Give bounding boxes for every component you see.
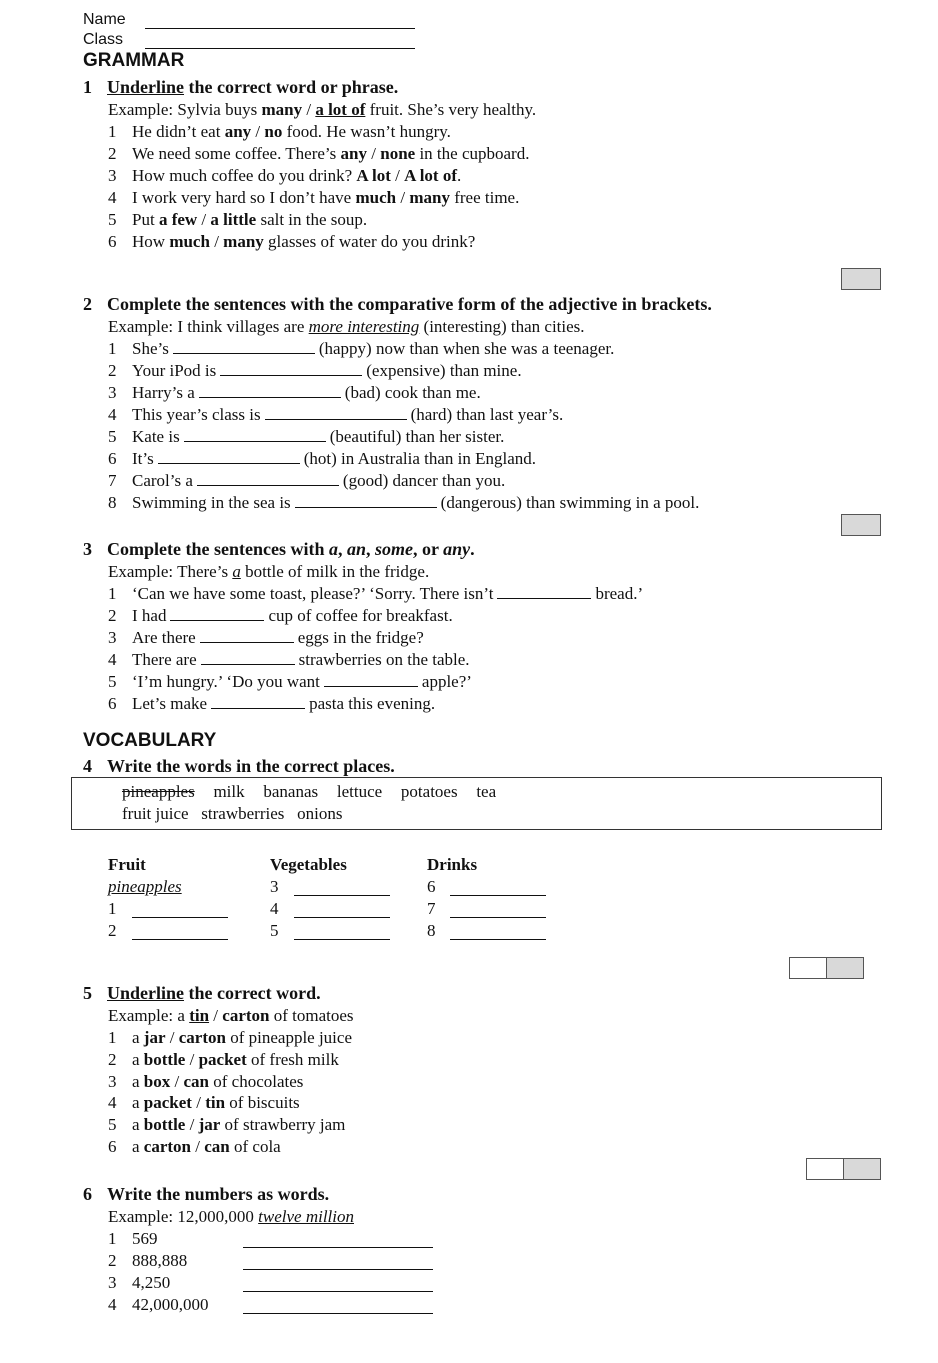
choice-b[interactable]: many: [223, 232, 264, 251]
list-item: 3 a box / can of chocolates: [108, 1071, 304, 1091]
answer-blank[interactable]: [265, 405, 407, 420]
choice-a[interactable]: bottle: [143, 1115, 186, 1135]
choice-b[interactable]: no: [264, 122, 283, 141]
fruit-example: pineapples: [108, 877, 182, 896]
choice-a[interactable]: much: [169, 232, 210, 251]
list-item: 5 a bottle / jar of strawberry jam: [108, 1115, 346, 1135]
list-item: 6 Let’s make pasta this evening.: [108, 694, 436, 713]
veg-num-4: 4: [270, 899, 279, 918]
veg-num-5: 5: [270, 921, 279, 940]
score-box-q4: [826, 957, 864, 979]
list-item: 5 Put a few / a little salt in the soup.: [108, 210, 368, 229]
choice-a[interactable]: a few: [158, 210, 198, 229]
choice-b[interactable]: none: [380, 144, 416, 163]
class-label: Class: [83, 31, 124, 48]
answer-blank[interactable]: [497, 584, 591, 599]
q5-title: 5 Underline the correct word.: [83, 983, 321, 1003]
drink-num-8: 8: [427, 921, 436, 940]
list-item: 3 Harry’s a (bad) cook than me.: [108, 383, 481, 402]
choice-a[interactable]: any: [224, 122, 252, 141]
answer-blank[interactable]: [243, 1247, 433, 1248]
answer-blank[interactable]: [324, 672, 418, 687]
q4-title: 4 Write the words in the correct places.: [83, 756, 395, 776]
word-box-line-1: pineapples milk bananas lettuce potatoes tea: [122, 782, 497, 801]
answer-blank[interactable]: [199, 383, 341, 398]
q1-title: 1 Underline the correct word or phrase.: [83, 77, 399, 97]
drink-num-7: 7: [427, 899, 436, 918]
answer-blank[interactable]: [243, 1291, 433, 1292]
answer-blank[interactable]: [197, 471, 339, 486]
choice-b[interactable]: a little: [210, 210, 257, 229]
list-item: 2 We need some coffee. There’s any / none in the cupboard.: [108, 144, 530, 163]
q5-example: Example: a tin / carton of tomatoes: [108, 1006, 354, 1025]
fruit-num-1: 1: [108, 899, 117, 918]
choice-a[interactable]: box: [143, 1071, 171, 1091]
list-item: 3 4,250: [108, 1273, 171, 1292]
name-label: Name: [83, 11, 126, 28]
choice-b[interactable]: jar: [198, 1115, 221, 1135]
list-item: 6 How much / many glasses of water do you drink?: [108, 232, 476, 251]
crossed-word: pineapples: [122, 782, 195, 801]
answer-blank-6[interactable]: [450, 895, 546, 896]
veg-num-3: 3: [270, 877, 279, 896]
list-item: 4 This year’s class is (hard) than last year’s.: [108, 405, 564, 424]
answer-blank-8[interactable]: [450, 939, 546, 940]
choice-b[interactable]: carton: [178, 1028, 226, 1047]
list-item: 5 Kate is (beautiful) than her sister.: [108, 427, 505, 446]
answer-blank-1[interactable]: [132, 917, 228, 918]
answer-blank-7[interactable]: [450, 917, 546, 918]
choice-a[interactable]: much: [355, 188, 397, 207]
q3-title: 3 Complete the sentences with a, an, some, or any.: [83, 539, 475, 559]
answer-blank[interactable]: [184, 427, 326, 442]
list-item: 6 a carton / can of cola: [108, 1137, 281, 1156]
list-item: 3 How much coffee do you drink? A lot / A lot of.: [108, 166, 462, 185]
list-item: 2 888,888: [108, 1251, 188, 1270]
list-item: 4 a packet / tin of biscuits: [108, 1093, 300, 1113]
answer-blank[interactable]: [170, 606, 264, 621]
choice-b[interactable]: packet: [198, 1049, 247, 1069]
choice-b[interactable]: tin: [205, 1093, 226, 1113]
q3-example: Example: There’s a bottle of milk in the fridge.: [108, 562, 430, 581]
list-item: 4 There are strawberries on the table.: [108, 650, 470, 669]
fruit-num-2: 2: [108, 921, 117, 940]
list-item: 1 She’s (happy) now than when she was a teenager.: [108, 339, 615, 358]
answer-blank[interactable]: [211, 694, 305, 709]
answer-blank-5[interactable]: [294, 939, 390, 940]
col-heading-vegetables: Vegetables: [270, 855, 347, 874]
choice-b[interactable]: many: [409, 188, 450, 207]
score-box-q2: [841, 514, 881, 536]
answer-blank[interactable]: [201, 650, 295, 665]
list-item: 2 I had cup of coffee for breakfast.: [108, 606, 453, 625]
list-item: 5 ‘I’m hungry.’ ‘Do you want apple?’: [108, 672, 472, 691]
list-item: 7 Carol’s a (good) dancer than you.: [108, 471, 506, 490]
choice-a[interactable]: A lot: [356, 166, 391, 185]
drink-num-6: 6: [427, 877, 436, 896]
score-box-q4-empty: [789, 957, 827, 979]
list-item: 1 a jar / carton of pineapple juice: [108, 1028, 352, 1047]
grammar-heading: GRAMMAR: [83, 50, 185, 71]
list-item: 6 It’s (hot) in Australia than in England.: [108, 449, 537, 468]
choice-a[interactable]: carton: [143, 1137, 192, 1156]
list-item: 4 I work very hard so I don’t have much / many free time.: [108, 188, 520, 207]
answer-blank[interactable]: [243, 1269, 433, 1270]
list-item: 2 a bottle / packet of fresh milk: [108, 1049, 339, 1069]
answer-blank[interactable]: [158, 449, 300, 464]
answer-blank[interactable]: [173, 339, 315, 354]
answer-blank[interactable]: [295, 493, 437, 508]
choice-a[interactable]: packet: [143, 1093, 192, 1113]
choice-a[interactable]: bottle: [143, 1049, 186, 1069]
answer-blank[interactable]: [220, 361, 362, 376]
answer-blank-3[interactable]: [294, 895, 390, 896]
choice-b[interactable]: can: [204, 1137, 230, 1156]
choice-b[interactable]: can: [183, 1071, 209, 1091]
score-box-q5-empty: [806, 1158, 844, 1180]
score-box-q1: [841, 268, 881, 290]
q1-example: Example: Sylvia buys many / a lot of fruit. She’s very healthy.: [108, 100, 537, 119]
q2-title: 2 Complete the sentences with the comparative form of the adjective in brackets.: [83, 294, 712, 314]
q2-example: Example: I think villages are more interesting (interesting) than cities.: [108, 317, 585, 336]
answer-blank[interactable]: [243, 1313, 433, 1314]
list-item: 3 Are there eggs in the fridge?: [108, 628, 424, 647]
name-field[interactable]: [145, 28, 415, 29]
answer-blank-2[interactable]: [132, 939, 228, 940]
choice-a[interactable]: any: [340, 144, 367, 163]
score-box-q5: [843, 1158, 881, 1180]
class-field[interactable]: [145, 48, 415, 49]
list-item: 4 42,000,000: [108, 1295, 209, 1314]
q6-title: 6 Write the numbers as words.: [83, 1184, 330, 1204]
choice-b[interactable]: A lot of: [404, 166, 458, 185]
list-item: 1 ‘Can we have some toast, please?’ ‘Sorry. There isn’t bread.’: [108, 584, 644, 603]
list-item: 1 569: [108, 1229, 158, 1248]
word-box-line-2: fruit juice strawberries onions: [122, 804, 343, 823]
col-heading-fruit: Fruit: [108, 855, 146, 874]
col-heading-drinks: Drinks: [427, 855, 478, 874]
choice-a[interactable]: jar: [143, 1028, 166, 1047]
vocabulary-heading: VOCABULARY: [83, 730, 217, 751]
answer-blank[interactable]: [200, 628, 294, 643]
q6-example: Example: 12,000,000 twelve million: [108, 1207, 354, 1226]
list-item: 1 He didn’t eat any / no food. He wasn’t hungry.: [108, 122, 451, 141]
answer-blank-4[interactable]: [294, 917, 390, 918]
list-item: 8 Swimming in the sea is (dangerous) than swimming in a pool.: [108, 493, 700, 512]
list-item: 2 Your iPod is (expensive) than mine.: [108, 361, 522, 380]
